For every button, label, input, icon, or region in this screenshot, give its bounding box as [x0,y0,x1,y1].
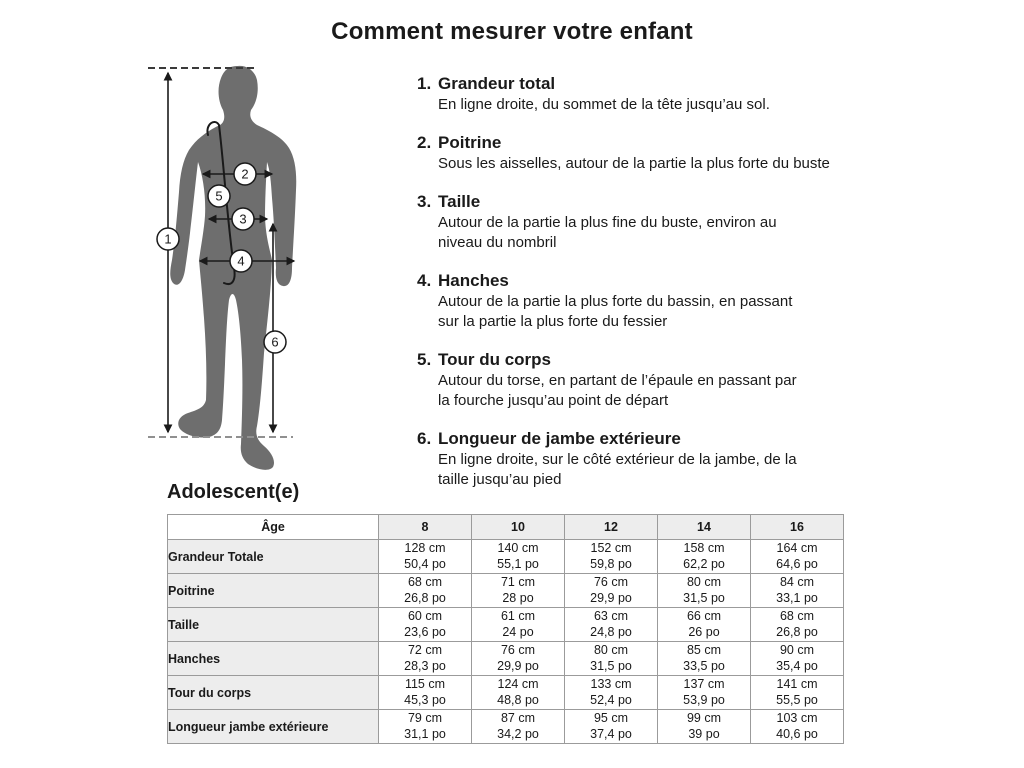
table-row [168,540,844,574]
marker-circle-3 [232,208,254,230]
table-cell: 103 cm 40,6 po [751,710,844,744]
page-title: Comment mesurer votre enfant [331,18,693,45]
table-cell: 68 cm 26,8 po [379,574,472,608]
instruction-text: la fourche jusqu’au point de départ [438,392,669,409]
svg-text:2: 2 [241,166,249,182]
instruction-item-5 [417,349,882,411]
header-age: Âge [168,515,379,540]
instruction-number: 2. [417,133,432,152]
table-cell: 84 cm 33,1 po [751,574,844,608]
table-cell: 99 cm 39 po [658,710,751,744]
instruction-number: 1. [417,74,432,93]
row-label: Grandeur Totale [168,540,379,574]
marker-circle-5 [208,185,230,207]
svg-text:6: 6 [271,334,279,350]
instruction-heading: Hanches [438,271,509,290]
table-cell: 80 cm 31,5 po [658,574,751,608]
size-table [167,514,844,744]
instruction-text: En ligne droite, du sommet de la tête jusqu’au sol. [438,96,770,113]
table-cell: 68 cm 26,8 po [751,608,844,642]
instruction-list [417,73,882,507]
instruction-text: Autour du torse, en partant de l’épaule en passant par [438,372,797,389]
table-cell: 85 cm 33,5 po [658,642,751,676]
row-label: Hanches [168,642,379,676]
instruction-heading: Grandeur total [438,74,556,93]
size-table-header-row [168,515,844,540]
instruction-text: niveau du nombril [438,234,557,251]
table-cell: 76 cm 29,9 po [565,574,658,608]
table-cell: 87 cm 34,2 po [472,710,565,744]
instruction-item-1 [417,73,882,115]
instruction-number: 5. [417,350,432,369]
instruction-text: Autour de la partie la plus forte du bassin, en passant [438,293,793,310]
instruction-heading: Longueur de jambe extérieure [438,429,681,448]
table-cell: 95 cm 37,4 po [565,710,658,744]
table-row [168,676,844,710]
table-cell: 60 cm 23,6 po [379,608,472,642]
instruction-heading: Poitrine [438,133,502,152]
row-label: Longueur jambe extérieure [168,710,379,744]
svg-text:4: 4 [237,253,245,269]
table-cell: 76 cm 29,9 po [472,642,565,676]
svg-text:1: 1 [164,231,172,247]
table-cell: 137 cm 53,9 po [658,676,751,710]
table-cell: 72 cm 28,3 po [379,642,472,676]
header-size-10: 10 [472,515,565,540]
instruction-text: En ligne droite, sur le côté extérieur de la jambe, de la [438,451,797,468]
marker-circle-2 [234,163,256,185]
table-cell: 66 cm 26 po [658,608,751,642]
instruction-number: 6. [417,429,432,448]
instruction-heading: Tour du corps [438,350,552,369]
table-cell: 71 cm 28 po [472,574,565,608]
marker-circle-1 [157,228,179,250]
marker-circle-4 [230,250,252,272]
row-label: Tour du corps [168,676,379,710]
instruction-item-2 [417,132,882,174]
table-cell: 140 cm 55,1 po [472,540,565,574]
table-cell: 79 cm 31,1 po [379,710,472,744]
table-row [168,642,844,676]
table-cell: 164 cm 64,6 po [751,540,844,574]
instruction-heading: Taille [438,192,481,211]
instruction-text: Sous les aisselles, autour de la partie la plus forte du buste [438,155,830,172]
svg-text:3: 3 [239,211,247,227]
table-cell: 152 cm 59,8 po [565,540,658,574]
table-row [168,710,844,744]
header-size-12: 12 [565,515,658,540]
svg-text:5: 5 [215,188,223,204]
row-label: Poitrine [168,574,379,608]
table-cell: 61 cm 24 po [472,608,565,642]
table-cell: 115 cm 45,3 po [379,676,472,710]
table-cell: 63 cm 24,8 po [565,608,658,642]
header-size-8: 8 [379,515,472,540]
table-cell: 128 cm 50,4 po [379,540,472,574]
instruction-number: 3. [417,192,432,211]
instruction-item-3 [417,191,882,253]
instruction-text: taille jusqu’au pied [438,471,562,488]
marker-circle-6 [264,331,286,353]
instruction-number: 4. [417,271,432,290]
table-cell: 141 cm 55,5 po [751,676,844,710]
instruction-text: Autour de la partie la plus fine du buste, environ au [438,214,777,231]
row-label: Taille [168,608,379,642]
figure-caption: Adolescent(e) [167,481,300,503]
instruction-item-6 [417,428,882,490]
table-row [168,574,844,608]
table-cell: 90 cm 35,4 po [751,642,844,676]
table-cell: 80 cm 31,5 po [565,642,658,676]
table-cell: 124 cm 48,8 po [472,676,565,710]
table-cell: 158 cm 62,2 po [658,540,751,574]
measurement-diagram [145,58,325,483]
table-cell: 133 cm 52,4 po [565,676,658,710]
header-size-14: 14 [658,515,751,540]
header-size-16: 16 [751,515,844,540]
instruction-text: sur la partie la plus forte du fessier [438,313,668,330]
table-row [168,608,844,642]
instruction-item-4 [417,270,882,332]
